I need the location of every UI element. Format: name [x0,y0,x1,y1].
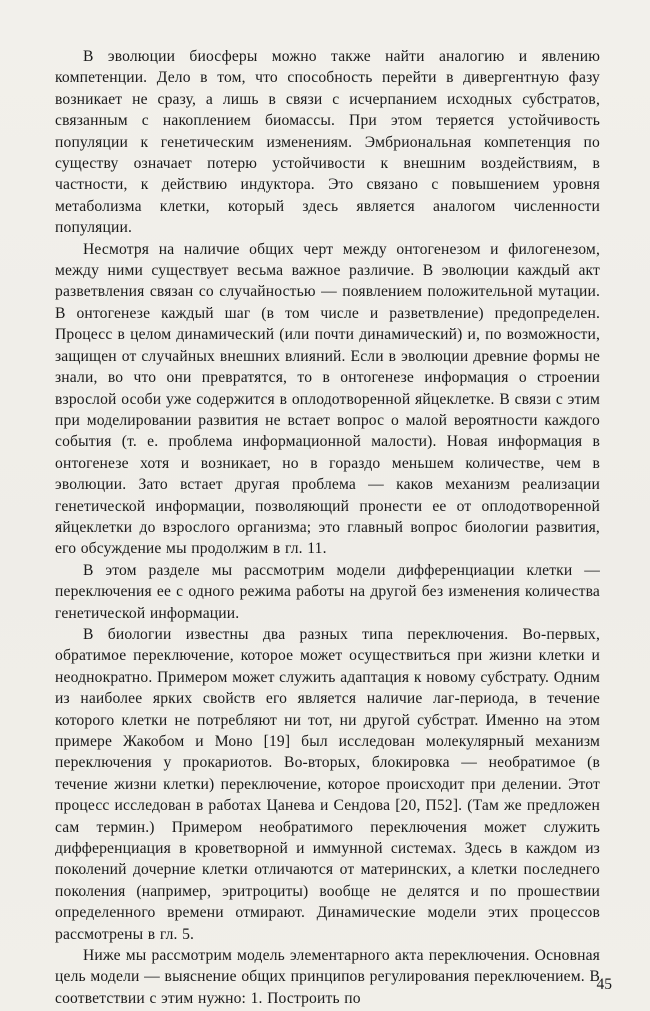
paragraph: Ниже мы рассмотрим модель элементарного акта переключения. Основная цель модели — выяснение общих принципов регулирования переключением. В соответствии с этим нужно: 1. Построить по [55,947,600,1007]
paragraph: В эволюции биосферы можно также найти аналогию и явлению компетенции. Дело в том, что способность перейти в дивергентную фазу возникает не сразу, а лишь в связи с исчерпанием исходных субстратов, связанным с накоплением биомассы. При этом теряется устойчивость популяции к генетическим изменениям. Эмбриональная компетенция по существу означает потерю устойчивости к внешним воздействиям, в частности, к действию индуктора. Это связано с повышением уровня метаболизма клетки, который здесь является аналогом численности популяции. [55,48,600,237]
paragraph: В этом разделе мы рассмотрим модели дифференциации клетки — переключения ее с одного режима работы на другой без изменения количества генетической информации. [55,561,600,622]
page-number: 45 [596,976,612,993]
paragraph: Несмотря на наличие общих черт между онтогенезом и филогенезом, между ними существует весьма важное различие. В эволюции каждый акт разветвления связан со случайностью — появлением положительной мутации. В онтогенезе каждый шаг (в том числе и разветвление) предопределен. Процесс в целом динамический (или почти динамический) и, по возможности, защищен от случайных внешних влияний. Если в эволюции древние формы не знали, во что они превратятся, то в онтогенезе информация о строении взрослой особи уже содержится в оплодотворенной яйцеклетке. В связи с этим при моделировании развития не встает вопрос о малой вероятности каждого события (т. е. проблема информационной малости). Новая информация в онтогенезе хотя и возникает, но в гораздо меньшем количестве, чем в эволюции. Зато встает другая проблема — каков механизм реализации генетической информации, позволяющий пронести ее от оплодотворенной яйцеклетки до взрослого организма; это главный вопрос биологии развития, его обсуждение мы продолжим в гл. 11. [55,240,600,558]
text-block [55,46,600,1009]
paragraph: В биологии известны два разных типа переключения. Во-первых, обратимое переключение, которое может осуществиться при жизни клетки и неоднократно. Примером может служить адаптация к новому субстрату. Одним из наиболее ярких свойств его является наличие лаг-периода, в течение которого клетки не потребляют ни тот, ни другой субстрат. Именно на этом примере Жакобом и Моно [19] был исследован молекулярный механизм переключения у прокариотов. Во-вторых, блокировка — необратимое (в течение жизни клетки) переключение, которое происходит при делении. Этот процесс исследован в работах Цанева и Сендова [20, П52]. (Там же предложен сам термин.) Примером необратимого переключения может служить дифференциация в кроветворной и иммунной системах. Здесь в каждом из поколений дочерние клетки отличаются от материнских, а клетки последнего поколения (например, эритроциты) вообще не делятся и по прошествии определенного времени отмирают. Динамические модели этих процессов рассмотрены в гл. 5. [55,625,600,943]
